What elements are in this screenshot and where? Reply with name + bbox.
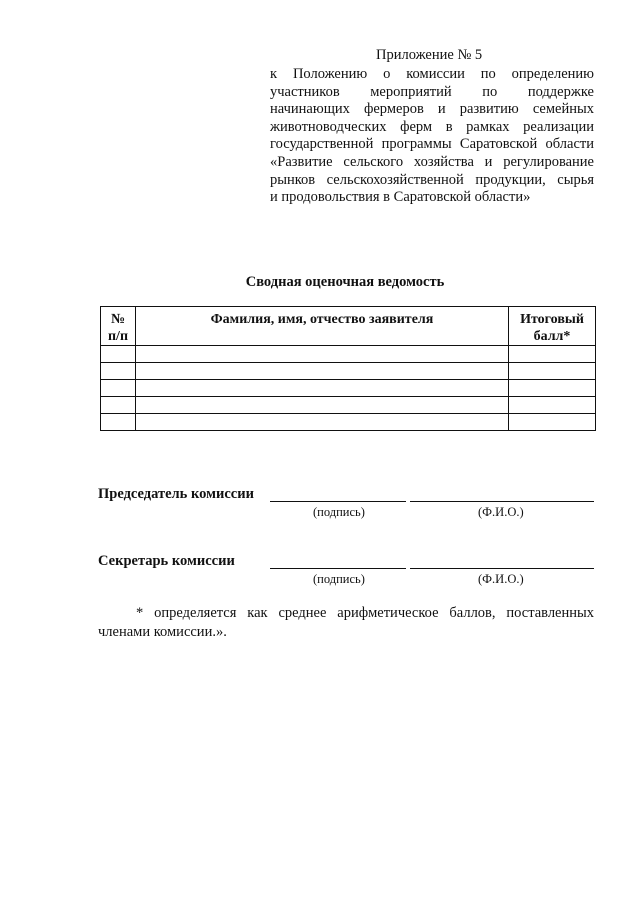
secretary-name-line[interactable] — [410, 568, 594, 569]
table-cell — [136, 363, 509, 380]
document-title: Сводная оценочная ведомость — [245, 274, 445, 290]
table-row — [101, 397, 596, 414]
table-row — [101, 363, 596, 380]
appendix-line: животноводческих ферм в рамках реализации — [270, 118, 594, 135]
table-header-row — [101, 307, 596, 346]
table-cell — [509, 414, 596, 431]
table-cell — [136, 380, 509, 397]
header-number-line: п/п — [107, 329, 129, 344]
header-score-line: балл* — [533, 329, 571, 344]
header-score — [509, 307, 596, 346]
appendix-line: рынков сельскохозяйственной продукции, сырья — [270, 171, 594, 188]
header-score-line: Итоговый — [520, 312, 584, 327]
chairman-signature-caption: (подпись) — [313, 505, 365, 519]
table-cell — [101, 380, 136, 397]
appendix-line: к Положению о комиссии по определению — [270, 66, 594, 82]
table-cell — [101, 397, 136, 414]
header-number — [101, 307, 136, 346]
secretary-name-caption: (Ф.И.О.) — [478, 572, 524, 586]
table-cell — [101, 363, 136, 380]
appendix-line: участников мероприятий по поддержке — [270, 83, 594, 100]
secretary-signature-caption: (подпись) — [313, 572, 365, 586]
summary-table — [100, 306, 596, 431]
table-cell — [509, 346, 596, 363]
secretary-signature-line[interactable] — [270, 568, 406, 569]
table-cell — [101, 346, 136, 363]
table-row — [101, 346, 596, 363]
appendix-line: и продовольствия в Саратовской области» — [270, 189, 531, 206]
appendix-line: начинающих фермеров и развитию семейных — [270, 101, 594, 118]
appendix-line: государственной программы Саратовской области — [270, 136, 594, 153]
chairman-signature-line[interactable] — [270, 501, 406, 502]
header-number-line: № — [110, 312, 126, 327]
chairman-name-line[interactable] — [410, 501, 594, 502]
appendix-title: Приложение № 5 — [376, 47, 483, 63]
table-cell — [136, 414, 509, 431]
secretary-label: Секретарь комиссии — [98, 553, 235, 569]
header-name: Фамилия, имя, отчество заявителя — [136, 307, 509, 346]
table-cell — [136, 346, 509, 363]
appendix-reference-text — [270, 66, 594, 207]
appendix-line: «Развитие сельского хозяйства и регулирование — [270, 153, 594, 170]
table-cell — [509, 363, 596, 380]
table-cell — [136, 397, 509, 414]
table-cell — [509, 397, 596, 414]
table-row — [101, 380, 596, 397]
table-cell — [101, 414, 136, 431]
chairman-name-caption: (Ф.И.О.) — [478, 505, 524, 519]
chairman-label: Председатель комиссии — [98, 486, 254, 502]
table-cell — [509, 380, 596, 397]
table-row — [101, 414, 596, 431]
footnote: * определяется как среднее арифметическое баллов, поставленных членами комиссии.». — [98, 605, 594, 640]
